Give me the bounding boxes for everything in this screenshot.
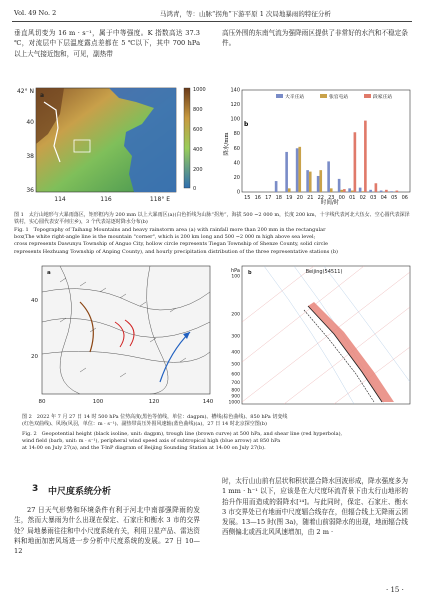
panel-label-a: a	[47, 270, 51, 276]
colorbar-tick: 1000	[193, 87, 206, 93]
caption-line: at 14:00 on July 27(a), and the T-lnP diagram of Beijing Sounding Station at 14:00 on July 27(b).	[22, 445, 266, 452]
x-tick-label: 00	[338, 195, 345, 201]
x-tick-label: 17	[265, 195, 272, 201]
bar-张官屯站	[319, 170, 322, 192]
y-axis-label: hPa	[230, 268, 240, 274]
caption-line: Fig. 2 Geopotential height (black isoline, unit: dagpm), trough line (brown curve) at 500 hPa, and shear line (red hyperbola),	[22, 431, 343, 437]
map-xtick: 140	[202, 399, 214, 405]
panel-label-a: a	[40, 92, 45, 99]
x-tick-label: 15	[244, 195, 251, 201]
legend-swatch	[364, 94, 371, 98]
bar-大辛庄站	[317, 176, 320, 192]
bar-段家庄站	[396, 191, 399, 192]
x-tick-label: 21	[307, 195, 314, 201]
bar-张官屯站	[340, 190, 343, 192]
caption-line: represents Hezhuang Township of Anping County), and hourly precipitation distribution of the three representative stations (b)	[14, 248, 339, 255]
bar-大辛庄站	[306, 170, 309, 192]
legend-label: 段家庄站	[373, 95, 393, 100]
y-tick-label: 0	[236, 189, 240, 196]
colorbar-tick: 800	[193, 107, 203, 113]
map-xtick: 118° E	[149, 196, 171, 203]
figure2-caption-cn	[22, 414, 414, 428]
caption-line: (红色双曲线)、风场(风羽，单位：m · s⁻¹)、副热带高压外围风速轴(蓝色曲线)(a)，27 日 14 时北京探空图(b)	[22, 421, 267, 428]
map-ytick: 36	[26, 187, 34, 194]
y-axis-label: 降水/mm	[224, 132, 230, 156]
figure2-caption-en	[22, 431, 414, 453]
top-left-paragraph: 垂直风切变为 16 m · s⁻¹，属于中等强度。K 指数高达 37.3 ℃，对流层中下层温度露点差都在 5 ℃以下，其中 700 hPa 以上大气接近饱和，可见，副热带	[14, 29, 200, 58]
map-xtick: 120	[148, 399, 160, 405]
y-tick-label: 140	[230, 87, 240, 94]
top-right-paragraph: 高压外围的东南气流为强降雨区提供了非常好的水汽和不稳定条件。	[222, 29, 408, 48]
legend-label: 张官屯站	[329, 95, 349, 100]
bar-大辛庄站	[380, 191, 383, 192]
section-title: 中尺度系统分析	[48, 487, 112, 497]
bar-大辛庄站	[275, 181, 278, 192]
bottom-left-paragraph: 27 日天气形势和环境条件有利于河北中南部强降雨的发生，然而大暴雨为什么出现在保定、石家庄和衡水 3 市的交界处？局地暴雨往往和中小尺度系统有关，利用卫星产品、雷达资料和地面加密风场进一步分析中尺度系统的发展。27 日 10—12	[14, 506, 200, 556]
x-tick-label: 23	[328, 195, 335, 201]
bar-段家庄站	[364, 121, 367, 192]
y-tick-label: 40	[233, 160, 240, 167]
x-tick-label: 04	[380, 195, 387, 201]
bar-张官屯站	[288, 188, 291, 192]
bar-大辛庄站	[285, 152, 288, 192]
figure1-panel-a	[14, 84, 220, 206]
legend-swatch	[320, 94, 327, 98]
chart-frame	[242, 90, 410, 192]
map-ytick: 40	[31, 298, 38, 304]
bottom-right-paragraph: 时，太行山山前有层状和积状混合降水回波形成，降水强度多为 1 mm · h⁻¹ 以下，应该是在大尺度环流背景下由太行山地形的抬升作用而造成的弱降水[¹⁴]。与此同时，保定、石家庄、衡水 3 市交界处已有地面中尺度辐合线存在，但辐合线上无降雨云团发展。13—15 时(图 3a)，随着山前弱降水的出现，地面辐合线西侧偏北或西北风风速增加，由 2 m ·	[222, 477, 408, 537]
bar-大辛庄站	[359, 188, 362, 192]
map-ytick: 40	[26, 119, 34, 126]
map-xtick: 116	[100, 196, 112, 203]
panel-label-b: b	[248, 270, 252, 276]
x-tick-label: 16	[254, 195, 261, 201]
map-xtick: 100	[92, 399, 104, 405]
pressure-tick: 800	[231, 388, 240, 394]
bar-张官屯站	[361, 191, 364, 192]
figure2-panel-b	[224, 262, 414, 410]
journal-volume: Vol. 49 No. 2	[14, 9, 57, 17]
map-ytick: 20	[31, 354, 38, 360]
x-axis-label: 时间/时	[320, 200, 340, 206]
figure1-caption-en	[14, 227, 414, 256]
map-ytick: 38	[26, 153, 34, 160]
colorbar-tick: 600	[193, 127, 203, 133]
bar-大辛庄站	[369, 190, 372, 192]
bar-张官屯站	[330, 188, 333, 192]
bar-张官屯站	[309, 172, 312, 192]
pressure-tick: 500	[231, 362, 240, 368]
bar-段家庄站	[354, 132, 357, 192]
y-tick-label: 100	[230, 116, 240, 123]
x-tick-label: 01	[349, 195, 356, 201]
bar-大辛庄站	[390, 191, 393, 192]
bar-段家庄站	[385, 190, 388, 192]
pressure-tick: 200	[231, 312, 240, 318]
figure2-panel-a	[20, 262, 220, 410]
x-tick-label: 22	[317, 195, 324, 201]
y-tick-label: 80	[233, 131, 240, 138]
y-tick-label: 20	[233, 174, 240, 181]
pressure-tick: 1000	[228, 400, 240, 406]
caption-line: Fig. 1 Topography of Taihang Mountains and heavy rainstorm area (a) with rainfall more than 200 mm in the rectangular	[14, 227, 326, 233]
pressure-tick: 600	[231, 372, 240, 378]
x-tick-label: 20	[296, 195, 303, 201]
running-title: 马鸿青，等：山脉“拐角”下游平原 1 次局地暴雨的特征分析	[160, 10, 331, 18]
x-tick-label: 02	[359, 195, 366, 201]
x-tick-label: 19	[286, 195, 293, 201]
bar-大辛庄站	[348, 188, 351, 192]
caption-line: cross represents Dawunyu Township of Anguo City, hollow circle represents Tiegan Township of Shenze County, solid circle	[14, 241, 328, 248]
x-tick-label: 03	[370, 195, 377, 201]
x-tick-label: 06	[401, 195, 408, 201]
pressure-tick: 900	[231, 394, 240, 400]
bar-段家庄站	[375, 183, 378, 192]
figure1-panel-b	[220, 84, 416, 206]
colorbar-tick: 200	[193, 167, 203, 173]
x-tick-label: 05	[391, 195, 398, 201]
map-xtick: 80	[38, 399, 46, 405]
pressure-tick: 400	[231, 350, 240, 356]
legend-label: 大辛庄站	[285, 95, 305, 100]
bar-张官屯站	[351, 191, 354, 192]
bar-大辛庄站	[338, 179, 341, 192]
caption-line: 图 2 2022 年 7 月 27 日 14 时 500 hPa 位势高度(黑色等值线，单位：dagpm)、槽线(棕色曲线)、850 hPa 切变线	[22, 414, 288, 420]
caption-line: box(The white right-angle line is the mountain "corner", which is 200 km long and 500 ~2 000 m high above sea level;	[14, 234, 316, 241]
figure1-caption-cn: 图 1 太行山地形与大暴雨落区，矩形框内为 200 mm 以上大暴雨区(a)(白色折线为山脉“拐角”，海拔 500 ~2 000 m，长度 200 km，十字线代表河北大伍女、空心圆代表深泽铁村，实心圆代表安平何庄乡)，3 个代表站逐时降水分布(b)	[14, 212, 410, 226]
x-tick-label: 18	[275, 195, 282, 201]
bar-段家庄站	[343, 189, 346, 192]
colorbar-tick: 400	[193, 147, 203, 153]
page-number: · 15 ·	[386, 586, 404, 594]
sounding-title: Beijing(54511)	[305, 269, 343, 275]
map-xtick: 114	[54, 196, 66, 203]
pressure-tick: 100	[231, 274, 240, 280]
bar-大辛庄站	[296, 148, 299, 192]
header-rule	[12, 21, 412, 22]
y-tick-label: 60	[233, 145, 240, 152]
colorbar-tick: 0	[193, 186, 197, 192]
bar-大辛庄站	[327, 161, 330, 192]
caption-line: wind field (barb, unit: m · s⁻¹), peripheral wind speed axis of subtropical high (blue arrow) at 850 hPa	[22, 438, 281, 445]
bar-张官屯站	[298, 147, 301, 192]
pressure-tick: 300	[231, 334, 240, 340]
legend-swatch	[276, 94, 283, 98]
map-ytick: 42° N	[16, 88, 34, 95]
panel-label-b: b	[244, 121, 249, 128]
pressure-tick: 700	[231, 380, 240, 386]
section-number: 3	[32, 484, 39, 494]
y-tick-label: 120	[230, 102, 240, 109]
